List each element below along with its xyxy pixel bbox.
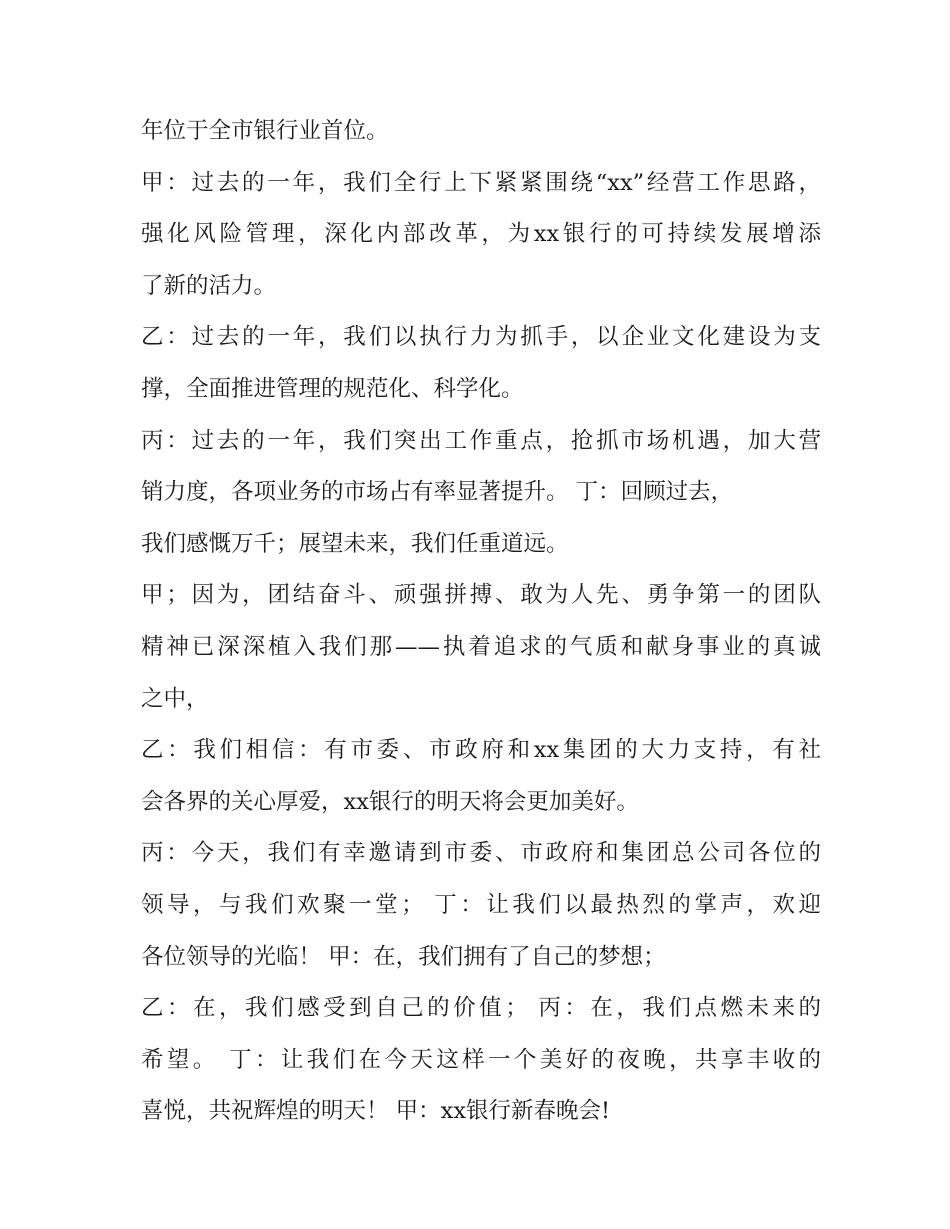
text-line: 强化风险管理，深化内部改革，为xx银行的可持续发展增添 xyxy=(141,221,821,248)
text-line: 了新的活力。 xyxy=(141,272,277,299)
text-line: 销力度，各项业务的市场占有率显著提升。 丁：回顾过去， xyxy=(141,479,734,506)
document-body xyxy=(141,106,821,1138)
text-line: 年位于全市银行业首位。 xyxy=(141,118,389,144)
text-line: 领导，与我们欢聚一堂； 丁：让我们以最热烈的掌声，欢迎 xyxy=(141,891,821,918)
text-line: 精神已深深植入我们那——执着追求的气质和献身事业的真诚 xyxy=(141,633,821,660)
text-line: 甲；因为，团结奋斗、顽强拼搏、敢为人先、勇争第一的团队 xyxy=(141,582,821,609)
text-line: 我们感慨万千；展望未来，我们任重道远。 xyxy=(141,530,569,557)
text-line: 之中， xyxy=(141,685,209,712)
text-line: 乙：在，我们感受到自己的价值； 丙：在，我们点燃未来的 xyxy=(141,995,821,1022)
text-line: 乙：过去的一年，我们以执行力为抓手，以企业文化建设为支 xyxy=(141,324,821,351)
text-line: 会各界的关心厚爱，xx银行的明天将会更加美好。 xyxy=(141,788,639,815)
text-line: 希望。 丁：让我们在今天这样一个美好的夜晚，共享丰收的 xyxy=(141,1046,821,1073)
text-line: 撑，全面推进管理的规范化、科学化。 xyxy=(141,375,524,402)
text-line: 甲：过去的一年，我们全行上下紧紧围绕“xx”经营工作思路， xyxy=(141,169,821,196)
text-line: 乙：我们相信：有市委、市政府和xx集团的大力支持，有社 xyxy=(141,737,821,764)
text-line: 喜悦，共祝辉煌的明天！ 甲：xx银行新春晚会! xyxy=(141,1098,611,1125)
text-line: 丙：过去的一年，我们突出工作重点，抢抓市场机遇，加大营 xyxy=(141,427,821,454)
text-line: 各位领导的光临！ 甲：在，我们拥有了自己的梦想； xyxy=(141,943,666,970)
text-line: 丙：今天，我们有幸邀请到市委、市政府和集团总公司各位的 xyxy=(141,840,821,867)
